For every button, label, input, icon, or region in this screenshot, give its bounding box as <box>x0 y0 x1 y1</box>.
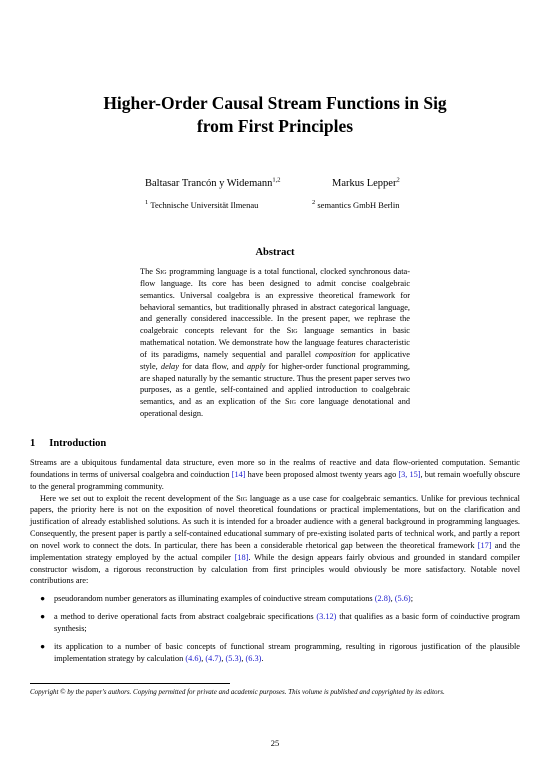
affiliation-2-marker: 2 <box>312 199 316 207</box>
abstract-heading: Abstract <box>255 247 295 258</box>
sig-name: Sig <box>284 397 296 407</box>
list-item: ● its application to a number of basic concepts of functional stream programming, resulting in rigorous justification of the plausible implementation strategy by calculation (4.6), (4.7), (5.3), (6.3). <box>40 641 520 663</box>
term-apply: apply <box>247 361 266 371</box>
sig-name: Sig <box>155 267 167 276</box>
affiliation-2 <box>312 200 400 210</box>
abstract-text: The Sig programming language is a total functional, clocked synchronous data-flow language. Its core has been designed to admit concise coalgebraic semantics. Universal coalgebra is an expressive theoretical framework for behavioral semantics, but traditionally phrased in abstract categorical language, and generally considered inaccessible. In the present paper, we rephrase the coalgebraic concepts relevant for the Sig language semantics in basic mathematical notation. We demonstrate how the language features characteristic of its paradigms, namely sequential and parallel composition for applicative style, delay for data flow, and apply for higher-order functional programming, are shaped naturally by the semantic structure. Thus the present paper serves two purposes, as a gentle, self-contained and applied introduction to coalgebraic semantics, and as an explication of the Sig core language denotational and operational design. <box>140 267 410 419</box>
footnote-divider <box>30 683 230 684</box>
citation-link[interactable]: [3, 15] <box>398 469 421 479</box>
bullet-icon: ● <box>40 594 46 604</box>
term-composition: composition <box>315 349 356 359</box>
title-line-1: Higher-Order Causal Stream Functions in Sig <box>103 93 447 113</box>
reference-link[interactable]: (5.3) <box>225 653 242 663</box>
page-number: 25 <box>270 738 280 748</box>
reference-link[interactable]: (5.6) <box>394 594 411 604</box>
sig-name: Sig <box>236 493 248 503</box>
section-title: Introduction <box>49 438 107 449</box>
affiliation-2-name: semantics GmbH Berlin <box>317 200 400 210</box>
section-heading-introduction <box>30 438 106 449</box>
section-number: 1 <box>30 438 36 449</box>
intro-paragraph-2: Here we set out to exploit the recent development of the Sig language as a use case for coalgebraic semantics. Unlike for previous technical papers, the priority here is not on the exposition of novel theoretical foundations or practical implementations, but on the clarification and justification of already established solutions. As such it is intended for a broader audience with a general background in programming languages. Consequently, the present paper is partly a self-contained educational summary of pre-existing isolated parts of technical work, and partly a report on novel work to connect the dots. In particular, there has been a considerable rhetorical gap between the theoretical framework [17] and the implementation strategy employed by the actual compiler [18]. While the design appears fairly obvious and grounded in standard compiler constructor wisdom, a rigorous reconstruction by calculation from first principles would obviously be more satisfactory. Notable novel contributions are: <box>30 493 521 586</box>
citation-link[interactable]: [18] <box>234 552 249 562</box>
affiliation-1 <box>145 200 258 210</box>
intro-paragraph-1: Streams are a ubiquitous fundamental data structure, even more so in the realms of reactive and data flow-oriented computation. Semantic foundations in terms of universal coalgebra and coinduction [14] have been proposed almost twenty years ago [3, 15], but remain woefully obscure to the general programming community. <box>30 458 521 491</box>
author-1-name: Baltasar Trancón y Widemann <box>145 178 273 189</box>
term-delay: delay <box>160 361 179 371</box>
bullet-icon: ● <box>40 641 46 651</box>
list-item: ● pseudorandom number generators as illuminating examples of coinductive stream computations (2.8), (5.6); <box>40 594 414 604</box>
affiliation-1-name: Technische Universität Ilmenau <box>150 200 259 210</box>
author-1-affil-marker: 1,2 <box>272 176 281 184</box>
author-1 <box>145 178 281 189</box>
paper-title <box>0 92 550 138</box>
list-item: ● a method to derive operational facts from abstract coalgebraic specifications (3.12) that qualifies as a basic form of coinductive program synthesis; <box>40 612 520 633</box>
citation-link[interactable]: [14] <box>231 469 246 479</box>
title-line-2: from First Principles <box>196 116 354 136</box>
affiliation-1-marker: 1 <box>145 199 149 207</box>
citation-link[interactable]: [17] <box>477 540 492 550</box>
author-2-affil-marker: 2 <box>396 176 400 184</box>
author-2 <box>332 178 400 189</box>
reference-link[interactable]: (4.7) <box>205 653 222 663</box>
author-2-name: Markus Lepper <box>332 178 397 189</box>
reference-link[interactable]: (2.8) <box>374 594 391 604</box>
reference-link[interactable]: (4.6) <box>185 653 202 663</box>
bullet-icon: ● <box>40 612 46 622</box>
introduction-body <box>30 457 520 671</box>
reference-link[interactable]: (3.12) <box>316 612 337 622</box>
reference-link[interactable]: (6.3) <box>245 653 262 663</box>
contributions-list <box>30 593 520 664</box>
copyright-note: Copyright © by the paper's authors. Copying permitted for private and academic purposes. This volume is published and copyrighted by its editors. <box>30 688 445 696</box>
sig-name: Sig <box>286 326 298 336</box>
